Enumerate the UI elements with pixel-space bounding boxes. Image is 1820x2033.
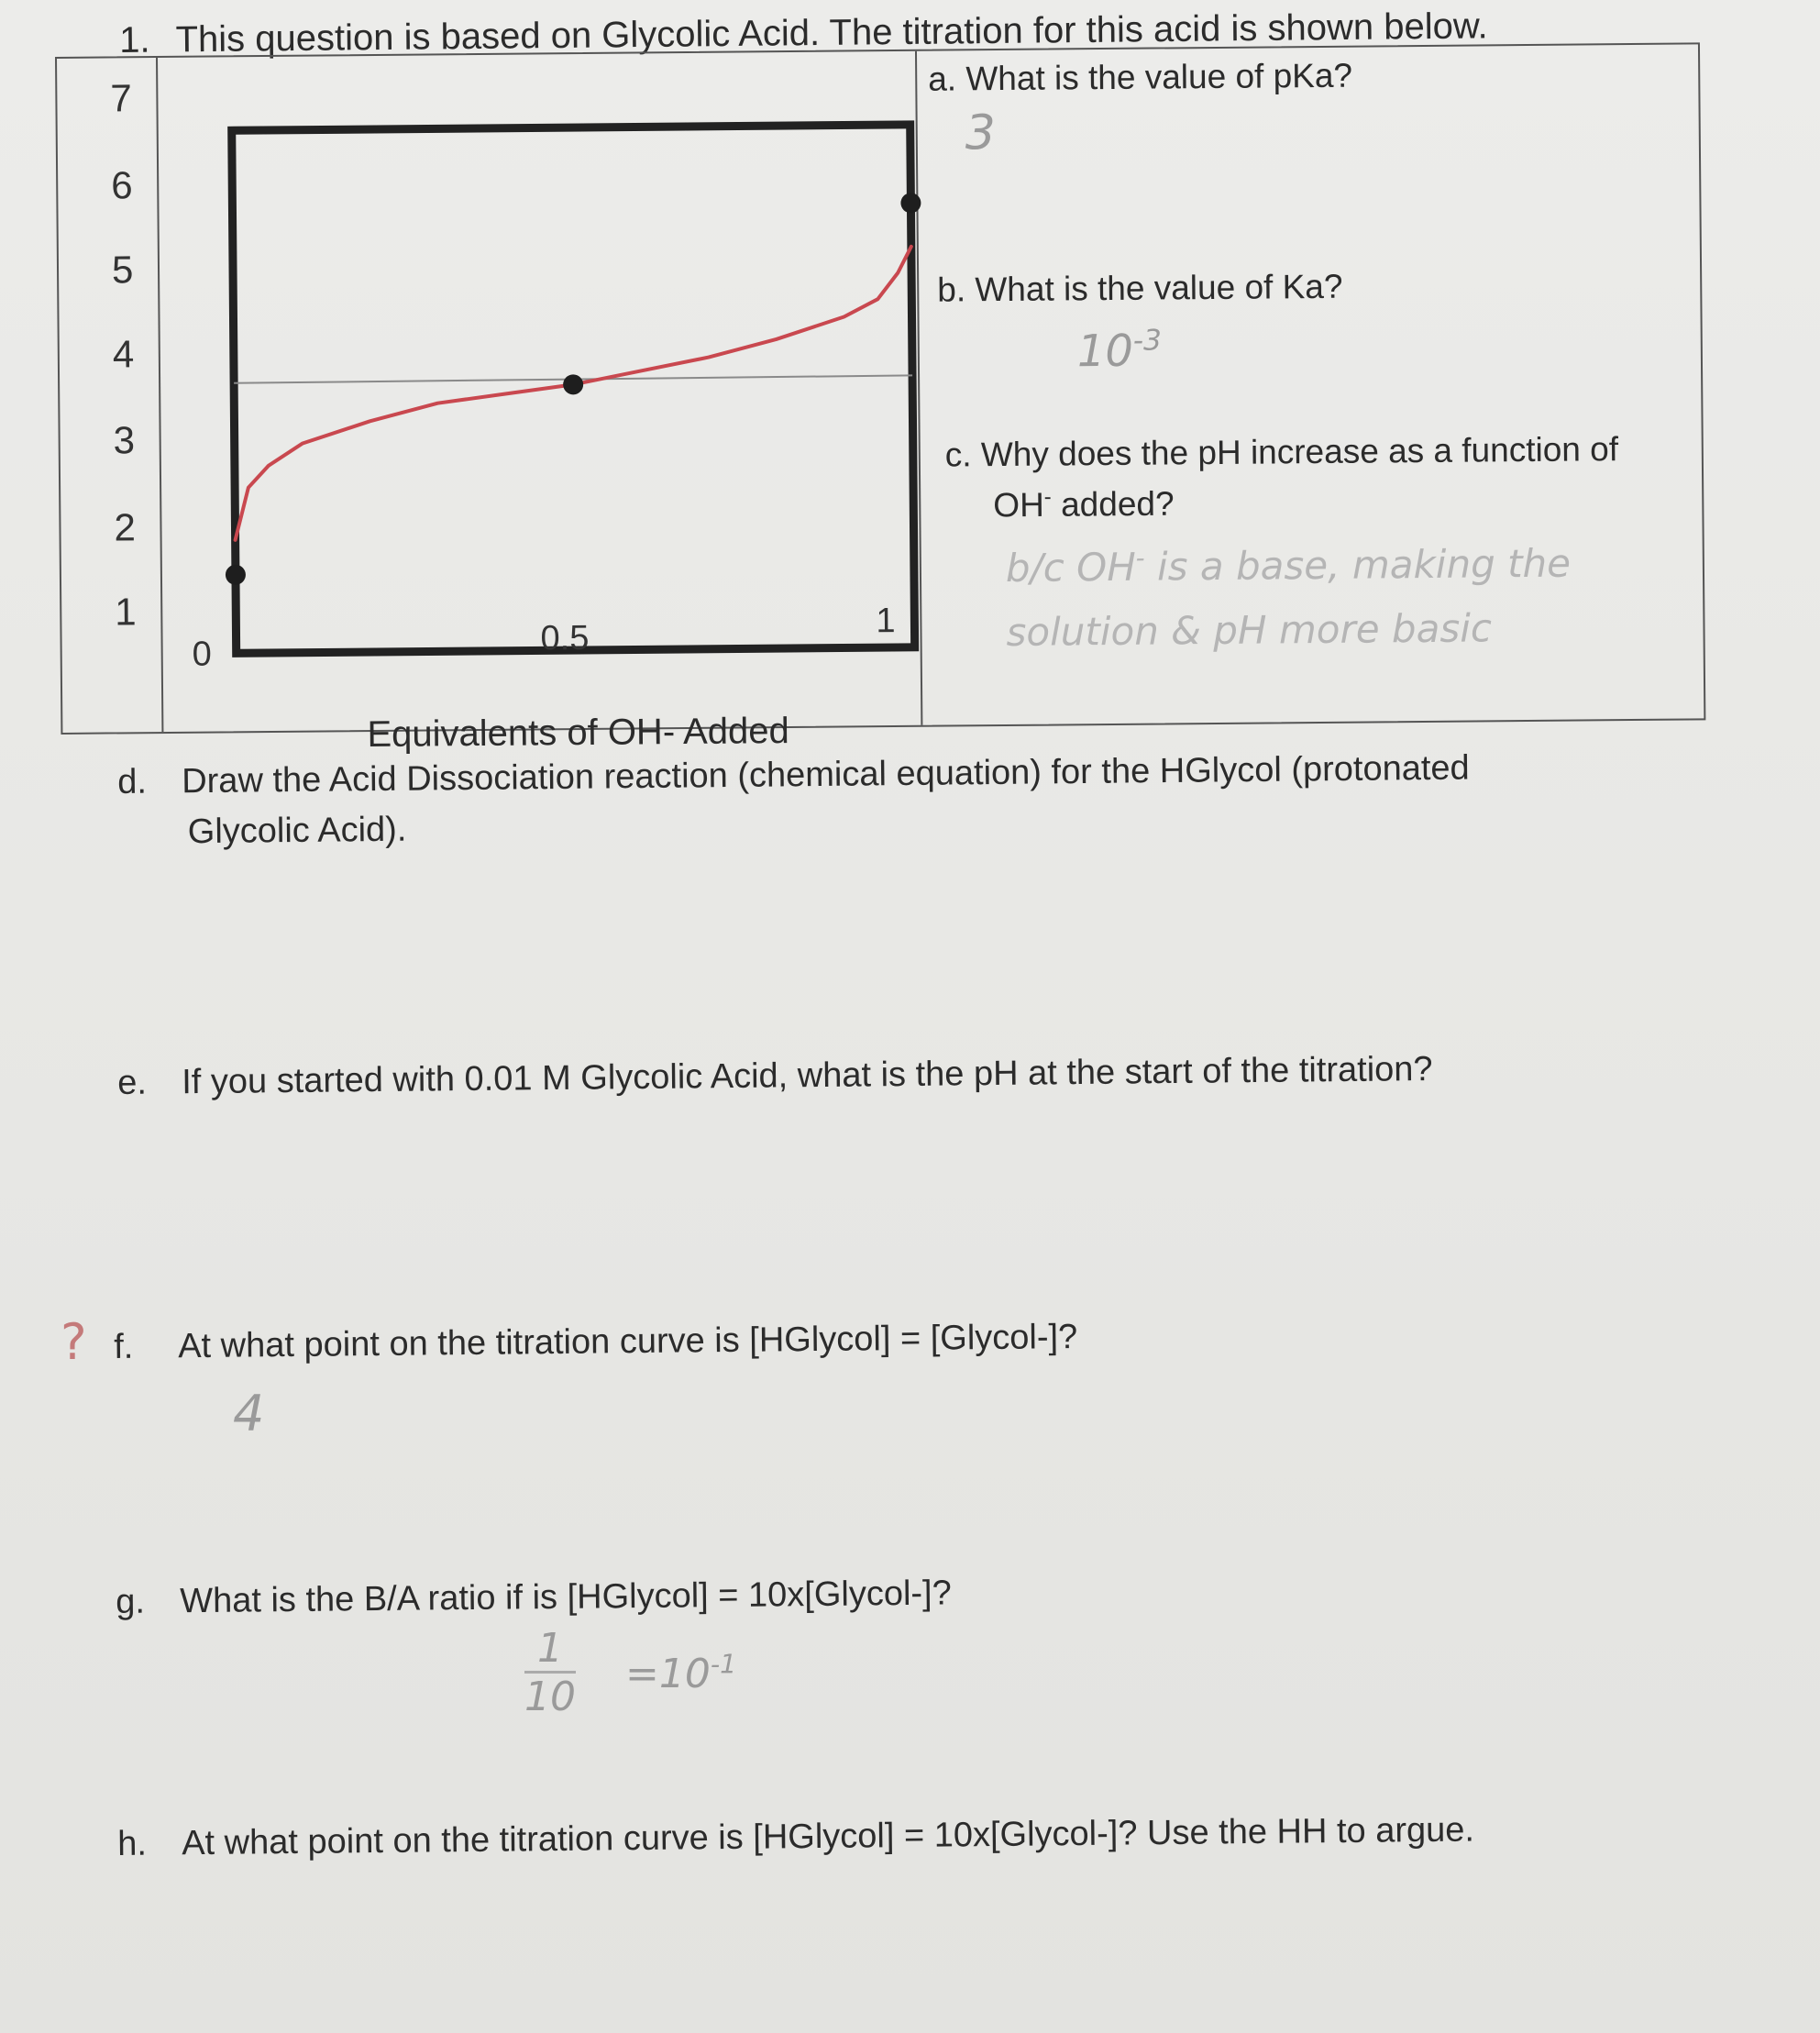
- y-tick-label: 6: [111, 163, 133, 207]
- question-e-text: If you started with 0.01 M Glycolic Acid, what is the pH at the start of the titration?: [181, 1049, 1433, 1102]
- question-c-text-line2-rest: added?: [1051, 484, 1175, 524]
- question-g-text: What is the B/A ratio if is [HGlycol] = 10x[Glycol-]?: [179, 1574, 952, 1621]
- question-c-text-line1: Why does the pH increase as a function of: [980, 430, 1619, 474]
- question-b-text: What is the value of Ka?: [975, 267, 1343, 309]
- question-f-text: At what point on the titration curve is [HGlycol] = [Glycol-]?: [177, 1317, 1078, 1366]
- question-g: [116, 1574, 952, 1622]
- answer-c-line2: solution & pH more basic: [1006, 605, 1493, 655]
- titration-chart: [214, 116, 933, 672]
- question-f: [114, 1318, 1077, 1367]
- answer-g: [524, 1625, 737, 1720]
- answer-b-base: 10: [1076, 325, 1134, 378]
- question-g-label: g.: [116, 1582, 146, 1621]
- y-tick-label: 1: [115, 590, 137, 634]
- question-h-label: h.: [117, 1824, 148, 1863]
- question-d-text-line1: Draw the Acid Dissociation reaction (chemical equation) for the HGlycol (protonated: [181, 748, 1470, 801]
- x-axis-label: Equivalents of OH- Added: [367, 711, 789, 756]
- question-a: [928, 57, 1352, 99]
- y-axis-column-divider: [156, 58, 163, 732]
- question-c-label: c.: [944, 436, 972, 474]
- answer-b-exponent: -3: [1132, 324, 1163, 358]
- question-f-label: f.: [114, 1327, 134, 1366]
- question-c-text-line2: OH: [993, 485, 1044, 525]
- y-tick-label: 7: [110, 76, 132, 120]
- y-tick-label: 3: [113, 418, 136, 462]
- question-b-label: b.: [937, 271, 966, 309]
- question-1-table: [55, 42, 1705, 756]
- question-1-text: This question is based on Glycolic Acid. The titration for this acid is shown below.: [175, 6, 1488, 61]
- question-h: [117, 1811, 1474, 1864]
- answer-c-line1: b/c OH- is a base, making the: [1005, 540, 1572, 591]
- question-1-number: 1.: [119, 19, 150, 61]
- x-tick-label: 0.5: [540, 618, 590, 658]
- question-a-label: a.: [928, 60, 957, 98]
- start-point: [226, 565, 246, 585]
- answer-f: 4: [233, 1385, 265, 1442]
- answer-g-fraction: $\frac{1}{10}$: [524, 1625, 576, 1720]
- question-d-text-line2: Glycolic Acid).: [187, 810, 407, 852]
- question-e-label: e.: [117, 1063, 148, 1102]
- question-f-mark: ?: [61, 1313, 87, 1371]
- question-d-label: d.: [117, 762, 148, 801]
- question-c: [945, 430, 1619, 525]
- answer-b: [1077, 324, 1163, 377]
- question-b: [937, 268, 1343, 310]
- answer-a: 3: [965, 105, 997, 161]
- y-tick-label: 4: [112, 332, 135, 376]
- question-c-superscript: -: [1043, 484, 1052, 510]
- y-tick-label: 5: [111, 248, 134, 292]
- x-tick-label: 1: [876, 602, 896, 641]
- answer-g-equals: $=10^{-1}$: [625, 1648, 737, 1698]
- question-a-text: What is the value of pKa?: [965, 56, 1353, 98]
- x-tick-label: 0: [192, 635, 213, 674]
- equivalence-point: [900, 193, 921, 213]
- question-d: [117, 749, 1471, 853]
- question-e: [117, 1050, 1433, 1103]
- chart-layer: [222, 125, 925, 654]
- half-equivalence-point: [563, 374, 583, 394]
- question-h-text: At what point on the titration curve is [HGlycol] = 10x[Glycol-]? Use the HH to argue.: [181, 1810, 1475, 1863]
- y-tick-label: 2: [114, 505, 137, 549]
